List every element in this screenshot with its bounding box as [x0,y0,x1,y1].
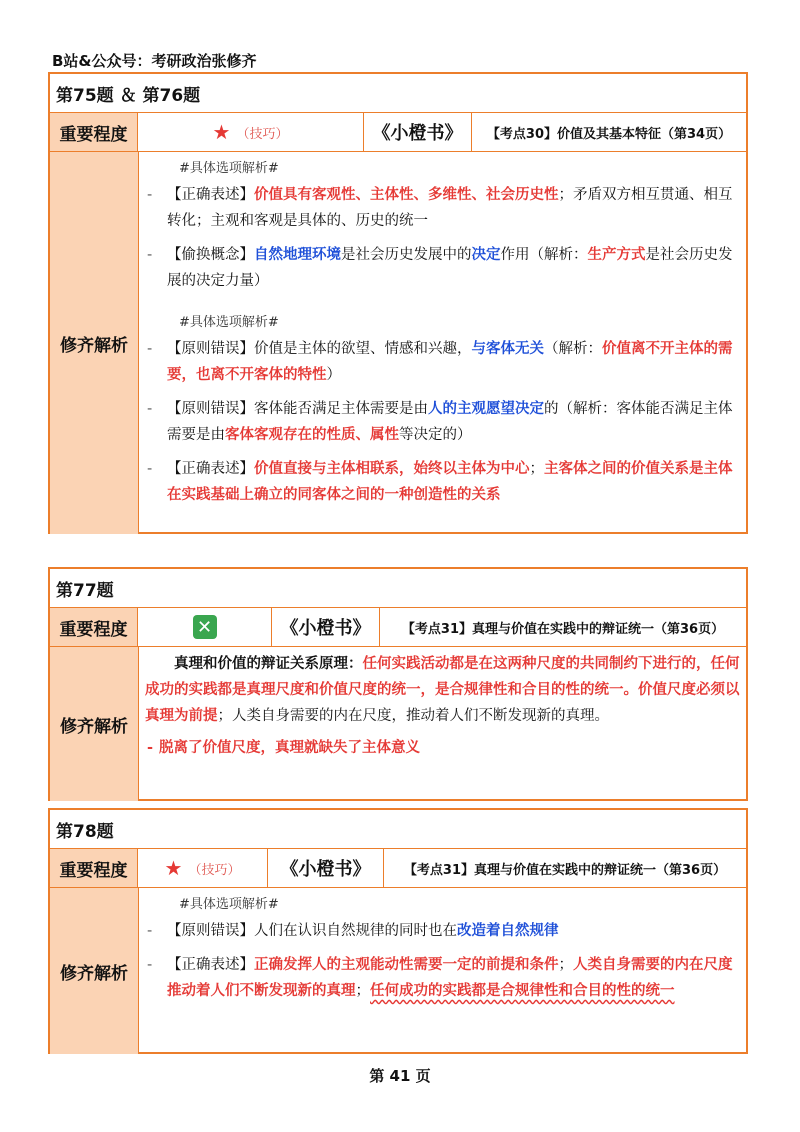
list-item: - 【偷换概念】自然地理环境是社会历史发展中的决定作用（解析：生产方式是社会历史发展的决定力量） [147,247,733,289]
analysis-row [50,888,746,1054]
analysis-label: 修齐解析 [50,152,139,534]
skill-tag: （技巧） [188,862,241,878]
meta-row [50,849,746,888]
star-icon: ★ [212,120,231,144]
question-title: 第75题 ＆ 第76题 [50,74,746,113]
paragraph: 真理和价值的辩证关系原理：任何实践活动都是在这两种尺度的共同制约下进行的，任何成功的实践都是真理尺度和价值尺度的统一，是合规律性和合目的性的统一。价值尺度必须以真理为前提；人类自身需要的内在尺度，推动着人们不断发现新的真理。 [145,656,740,724]
meta-row [50,608,746,647]
list-item: - 【正确表述】正确发挥人的主观能动性需要一定的前提和条件；人类自身需要的内在尺度推动着人们不断发现新的真理；任何成功的实践都是合规律性和合目的性的统一 [147,957,733,999]
sub-heading: #具体选项解析# [179,161,279,176]
list-item: - 脱离了价值尺度，真理就缺失了主体意义 [147,740,420,756]
analysis-row [50,647,746,801]
book-title: 《小橙书》 [268,849,384,887]
analysis-label: 修齐解析 [50,888,139,1054]
meta-row [50,113,746,152]
importance-label: 重要程度 [50,849,138,887]
list-item: - 【正确表述】价值具有客观性、主体性、多维性、社会历史性；矛盾双方相互贯通、相互转化；主观和客观是具体的、历史的统一 [147,187,733,229]
importance-label: 重要程度 [50,608,138,646]
book-title: 《小橙书》 [272,608,380,646]
list-item: - 【原则错误】人们在认识自然规律的同时也在改造着自然规律 [147,923,559,939]
page-header: B站&公众号：考研政治张修齐 [52,52,257,70]
page-number: 第 41 页 [369,1067,431,1085]
analysis-label: 修齐解析 [50,647,139,801]
importance-value [138,608,272,646]
question-title: 第77题 [50,569,746,608]
question-title: 第78题 [50,810,746,849]
knowledge-point: 【考点31】真理与价值在实践中的辩证统一（第36页） [401,621,725,637]
sub-heading: #具体选项解析# [179,315,279,330]
cross-mark-icon: ✕ [193,615,217,639]
importance-value [138,113,364,151]
knowledge-point: 【考点31】真理与价值在实践中的辩证统一（第36页） [403,862,727,878]
question-block-75-76 [48,72,748,534]
question-block-77 [48,567,748,801]
book-title: 《小橙书》 [364,113,472,151]
analysis-body [139,888,746,1054]
analysis-body [139,647,746,801]
sub-heading: #具体选项解析# [179,897,279,912]
analysis-row [50,152,746,534]
analysis-body [139,152,746,534]
list-item: - 【原则错误】价值是主体的欲望、情感和兴趣，与客体无关（解析：价值离不开主体的需要，也离不开客体的特性） [147,341,733,383]
list-item: - 【原则错误】客体能否满足主体需要是由人的主观愿望决定的（解析：客体能否满足主体需要是由客体客观存在的性质、属性等决定的） [147,401,733,443]
list-item: - 【正确表述】价值直接与主体相联系，始终以主体为中心；主客体之间的价值关系是主体在实践基础上确立的同客体之间的一种创造性的关系 [147,461,733,503]
knowledge-point: 【考点30】价值及其基本特征（第34页） [486,126,732,142]
skill-tag: （技巧） [236,126,289,142]
importance-label: 重要程度 [50,113,138,151]
question-block-78 [48,808,748,1054]
star-icon: ★ [164,856,183,880]
importance-value [138,849,268,887]
